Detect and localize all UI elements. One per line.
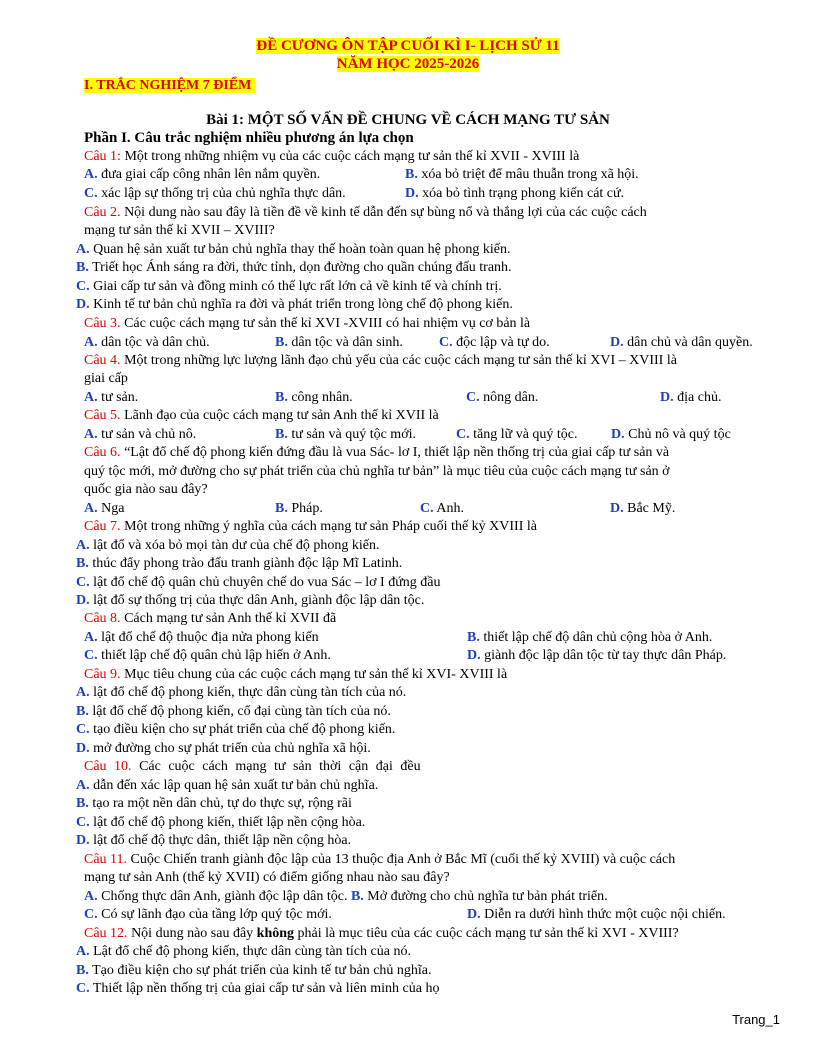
q6-option-d: D. Bắc Mỹ. — [610, 501, 676, 516]
q11-option-a: A. Chống thực dân Anh, giành độc lập dân tộc. B. Mở đường cho chủ nghĩa tư bản phát triển. — [84, 889, 608, 904]
q2-option-a: A. Quan hệ sản xuất tư bản chủ nghĩa thay thế hoàn toàn quan hệ phong kiến. — [76, 242, 511, 257]
question-1: Câu 1: Một trong những nhiệm vụ của các cuộc cách mạng tư sản thế kỉ XVII - XVIII là — [84, 149, 580, 164]
q6-option-a: A. Nga — [84, 501, 125, 516]
q1-option-d: D. xóa bỏ tình trạng phong kiến cát cứ. — [405, 186, 625, 201]
q10-option-d: D. lật đổ chế độ thực dân, thiết lập nền cộng hòa. — [76, 833, 352, 848]
q10-option-b: B. tạo ra một nền dân chủ, tự do thực sự, rộng rãi — [76, 796, 352, 811]
question-8: Câu 8. Cách mạng tư sản Anh thế kỉ XVII đã — [84, 611, 337, 626]
q7-option-a: A. lật đổ và xóa bỏ mọi tàn dư của chế độ phong kiến. — [76, 538, 380, 553]
q5-option-b: B. tư sản và quý tộc mới. — [275, 427, 416, 442]
page-number: Trang_1 — [732, 1012, 780, 1027]
q7-option-b: B. thúc đẩy phong trào đấu tranh giành độc lập Mĩ Latinh. — [76, 556, 403, 571]
question-5: Câu 5. Lãnh đạo của cuộc cách mạng tư sản Anh thế kỉ XVII là — [84, 408, 439, 423]
q2-option-b: B. Triết học Ánh sáng ra đời, thức tỉnh, dọn đường cho quần chúng đấu tranh. — [76, 260, 512, 275]
question-9: Câu 9. Mục tiêu chung của các cuộc cách mạng tư sản thế kỉ XVI- XVIII là — [84, 667, 508, 682]
question-12: Câu 12. Nội dung nào sau đây không phải là mục tiêu của các cuộc cách mạng tư sản thế kỉ XVI - XVIII? — [84, 926, 679, 941]
question-11-cont: mạng tư sản Anh (thế kỷ XVII) có điểm giống nhau nào sau đây? — [84, 870, 450, 885]
q4-option-a: A. tư sản. — [84, 390, 139, 405]
q2-option-d: D. Kinh tế tư bản chủ nghĩa ra đời và phát triển trong lòng chế độ phong kiến. — [76, 297, 513, 312]
question-6-cont-2: quốc gia nào sau đây? — [84, 482, 208, 497]
question-11: Câu 11. Cuộc Chiến tranh giành độc lập của 13 thuộc địa Anh ở Bắc Mĩ (cuối thế kỷ XVIII) và cuộc cách — [84, 852, 676, 867]
q7-option-d: D. lật đổ sự thống trị của thực dân Anh, giành độc lập dân tộc. — [76, 593, 425, 608]
question-7: Câu 7. Một trong những ý nghĩa của cách mạng tư sản Pháp cuối thế kỷ XVIII là — [84, 519, 537, 534]
lesson-title: Bài 1: MỘT SỐ VẤN ĐỀ CHUNG VỀ CÁCH MẠNG TƯ SẢN — [206, 112, 610, 128]
document-title: ĐỀ CƯƠNG ÔN TẬP CUỐI KÌ I- LỊCH SỬ 11 — [256, 38, 560, 54]
q10-option-a: A. dẫn đến xác lập quan hệ sản xuất tư bản chủ nghĩa. — [76, 778, 379, 793]
q3-option-b: B. dân tộc và dân sinh. — [275, 335, 403, 350]
question-2: Câu 2. Nội dung nào sau đây là tiền đề về kinh tế dẫn đến sự bùng nổ và thắng lợi của các cuộc cách — [84, 205, 647, 220]
question-2-cont: mạng tư sản thế kỉ XVII – XVIII? — [84, 223, 275, 238]
q7-option-c: C. lật đổ chế độ quân chủ chuyên chế do vua Sác – lơ I đứng đầu — [76, 575, 441, 590]
q5-option-a: A. tư sản và chủ nô. — [84, 427, 197, 442]
question-3: Câu 3. Các cuộc cách mạng tư sản thế kỉ XVI -XVIII có hai nhiệm vụ cơ bản là — [84, 316, 531, 331]
question-6: Câu 6. “Lật đổ chế độ phong kiến đứng đầu là vua Sác- lơ I, thiết lập nền thống trị của giai cấp tư sản và — [84, 445, 670, 460]
q12-option-c: C. Thiết lập nền thống trị của giai cấp tư sản và liên minh của họ — [76, 981, 440, 996]
q9-option-d: D. mở đường cho sự phát triển của chủ nghĩa xã hội. — [76, 741, 371, 756]
q6-option-c: C. Anh. — [420, 501, 464, 516]
q4-option-d: D. địa chủ. — [660, 390, 722, 405]
q8-option-b: B. thiết lập chế độ dân chủ cộng hòa ở Anh. — [467, 630, 713, 645]
q9-option-a: A. lật đổ chế độ phong kiến, thực dân cùng tàn tích của nó. — [76, 685, 407, 700]
q11-option-d: D. Diễn ra dưới hình thức một cuộc nội chiến. — [467, 907, 726, 922]
q5-option-d: D. Chủ nô và quý tộc — [611, 427, 731, 442]
q4-option-c: C. nông dân. — [466, 390, 539, 405]
q10-option-c: C. lật đổ chế độ phong kiến, thiết lập nền cộng hòa. — [76, 815, 366, 830]
q3-option-a: A. dân tộc và dân chủ. — [84, 335, 210, 350]
q9-option-b: B. lật đổ chế độ phong kiến, cổ đại cùng tàn tích của nó. — [76, 704, 391, 719]
question-4-cont: giai cấp — [84, 371, 128, 386]
section-heading: I. TRẮC NGHIỆM 7 ĐIỂM — [84, 77, 255, 94]
q3-option-d: D. dân chủ và dân quyền. — [610, 335, 753, 350]
q9-option-c: C. tạo điều kiện cho sự phát triển của chế độ phong kiến. — [76, 722, 396, 737]
q5-option-c: C. tăng lữ và quý tộc. — [456, 427, 578, 442]
q8-option-a: A. lật đổ chế độ thuộc địa nửa phong kiến — [84, 630, 319, 645]
q4-option-b: B. công nhân. — [275, 390, 353, 405]
part-heading: Phần I. Câu trắc nghiệm nhiều phương án lựa chọn — [84, 130, 414, 146]
q3-option-c: C. độc lập và tự do. — [439, 335, 550, 350]
q11-option-c: C. Có sự lãnh đạo của tầng lớp quý tộc mới. — [84, 907, 332, 922]
q1-option-b: B. xóa bỏ triệt để mâu thuẫn trong xã hội. — [405, 167, 639, 182]
school-year: NĂM HỌC 2025-2026 — [336, 56, 480, 72]
question-6-cont: quý tộc mới, mở đường cho sự phát triển của chủ nghĩa tư bản” là mục tiêu của cuộc cách mạng tư sản ở — [84, 464, 670, 479]
q12-option-a: A. Lật đổ chế độ phong kiến, thực dân cùng tàn tích của nó. — [76, 944, 411, 959]
q12-option-b: B. Tạo điều kiện cho sự phát triển của kinh tế tư bản chủ nghĩa. — [76, 963, 432, 978]
q6-option-b: B. Pháp. — [275, 501, 323, 516]
q2-option-c: C. Giai cấp tư sản và đồng minh có thế lực rất lớn cả về kinh tế và chính trị. — [76, 279, 502, 294]
q8-option-d: D. giành độc lập dân tộc từ tay thực dân Pháp. — [467, 648, 727, 663]
question-4: Câu 4. Một trong những lực lượng lãnh đạo chủ yếu của các cuộc cách mạng tư sản thế kỉ XVI – XVIII là — [84, 353, 677, 368]
q1-option-a: A. đưa giai cấp công nhân lên nắm quyền. — [84, 167, 321, 182]
q1-option-c: C. xác lập sự thống trị của chủ nghĩa thực dân. — [84, 186, 346, 201]
question-10: Câu 10. Các cuộc cách mạng tư sản thời cận đại đều — [84, 759, 421, 774]
q8-option-c: C. thiết lập chế độ quân chủ lập hiến ở Anh. — [84, 648, 331, 663]
